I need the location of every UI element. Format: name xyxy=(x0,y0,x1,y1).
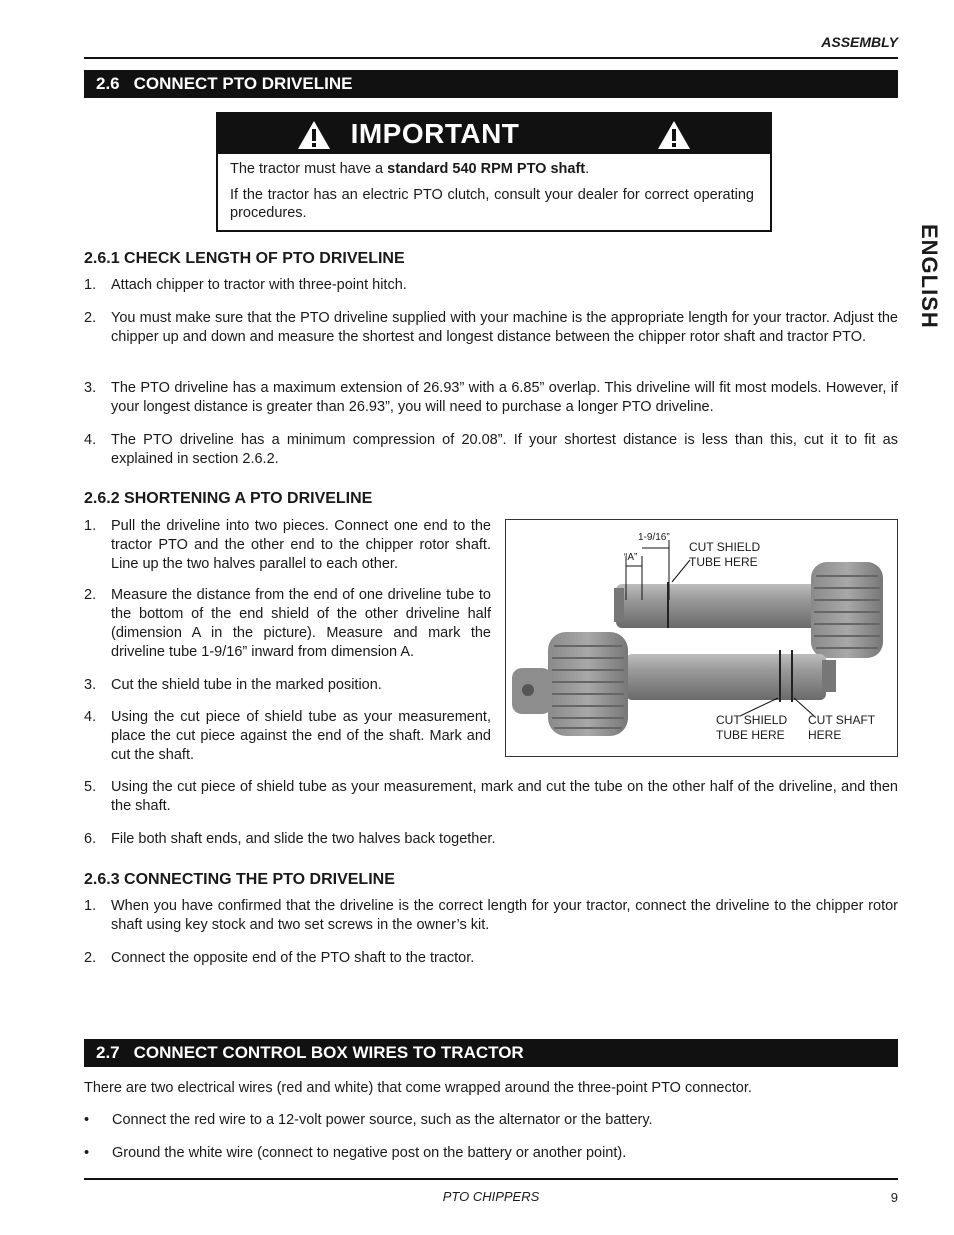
section-2-7-bar xyxy=(84,1039,898,1067)
bullet-item: • Ground the white wire (connect to negative post on the battery or another point). xyxy=(84,1145,627,1161)
important-line-2: If the tractor has an electric PTO clutch, consult your dealer for correct operating procedures. xyxy=(230,187,754,221)
list-item: 1. When you have confirmed that the driveline is the correct length for your tractor, connect the driveline to the chipper rotor shaft using key stock and two set screws in the owner’s kit. xyxy=(84,898,898,933)
language-side-tab: ENGLISH xyxy=(917,224,942,329)
shield-tube-bottom xyxy=(626,654,826,700)
shield-tube-top xyxy=(616,584,826,628)
footer-title: PTO CHIPPERS xyxy=(442,1189,540,1204)
list-item: 2. Connect the opposite end of the PTO shaft to the tractor. xyxy=(84,950,475,966)
important-notice xyxy=(216,112,772,232)
dimension-label: 1-9/16” xyxy=(638,532,670,543)
section-2-6-bar xyxy=(84,70,898,98)
list-item: 3. Cut the shield tube in the marked position. xyxy=(84,677,382,693)
dimension-a-label: “A” xyxy=(624,552,638,563)
section-2-7-intro: There are two electrical wires (red and white) that come wrapped around the three-point PTO connector. xyxy=(84,1080,752,1096)
section-title: CONNECT CONTROL BOX WIRES TO TRACTOR xyxy=(133,1043,524,1062)
section-number: 2.6 xyxy=(96,74,120,93)
list-item: 5. Using the cut piece of shield tube as your measurement, mark and cut the tube on the other half of the driveline, and then the shaft. xyxy=(84,779,898,814)
list-item: 4. Using the cut piece of shield tube as your measurement, place the cut piece against the end of the shaft. Mark and cut the shaft. xyxy=(84,709,491,763)
important-title: IMPORTANT xyxy=(350,118,520,149)
page-number: 9 xyxy=(890,1190,898,1205)
footer-rule xyxy=(84,1178,898,1180)
warning-triangle-icon xyxy=(656,119,692,151)
cut-shield-bottom-label: CUT SHIELD TUBE HERE xyxy=(716,713,788,742)
end-shield-top xyxy=(811,562,883,658)
subsection-2-6-1-heading: 2.6.1 CHECK LENGTH OF PTO DRIVELINE xyxy=(84,250,405,267)
cut-shaft-label: CUT SHAFT HERE xyxy=(808,713,876,742)
list-item: 1. Attach chipper to tractor with three-point hitch. xyxy=(84,277,407,293)
bullet-item: • Connect the red wire to a 12-volt power source, such as the alternator or the battery. xyxy=(84,1112,653,1128)
important-header xyxy=(218,114,770,154)
running-header: ASSEMBLY xyxy=(821,34,898,50)
driveline-photo xyxy=(505,519,898,757)
section-number: 2.7 xyxy=(96,1043,120,1062)
subsection-2-6-3-heading: 2.6.3 CONNECTING THE PTO DRIVELINE xyxy=(84,871,395,888)
end-shield-bottom xyxy=(548,632,628,736)
important-line-1: The tractor must have a standard 540 RPM PTO shaft. xyxy=(230,161,590,177)
cut-shield-top-label: CUT SHIELD TUBE HERE xyxy=(689,540,761,569)
list-item: 2. Measure the distance from the end of one driveline tube to the bottom of the end shield of the other driveline half (dimension A in the picture). Measure and mark the driveline tube 1-9/16” inward from dimension A. xyxy=(84,587,491,660)
subsection-2-6-2-heading: 2.6.2 SHORTENING A PTO DRIVELINE xyxy=(84,490,373,507)
list-item: 6. File both shaft ends, and slide the two halves back together. xyxy=(84,831,496,847)
list-item: 4. The PTO driveline has a minimum compression of 20.08”. If your shortest distance is less than this, cut it to fit as explained in section 2.6.2. xyxy=(84,432,898,467)
list-item: 2. You must make sure that the PTO driveline supplied with your machine is the appropriate length for your tractor. Adjust the chipper up and down and measure the shortest and longest distance between the chipper rotor shaft and tractor PTO. xyxy=(84,310,898,345)
list-item: 1. Pull the driveline into two pieces. Connect one end to the tractor PTO and the other end to the chipper rotor shaft. Line up the two halves parallel to each other. xyxy=(84,518,491,572)
list-item: 3. The PTO driveline has a maximum extension of 26.93” with a 6.85” overlap. This driveline will fit most models. However, if your longest distance is greater than 26.93”, you will need to purchase a longer PTO driveline. xyxy=(84,380,898,415)
important-body xyxy=(230,160,754,230)
header-rule xyxy=(84,57,898,59)
section-title: CONNECT PTO DRIVELINE xyxy=(133,74,353,93)
